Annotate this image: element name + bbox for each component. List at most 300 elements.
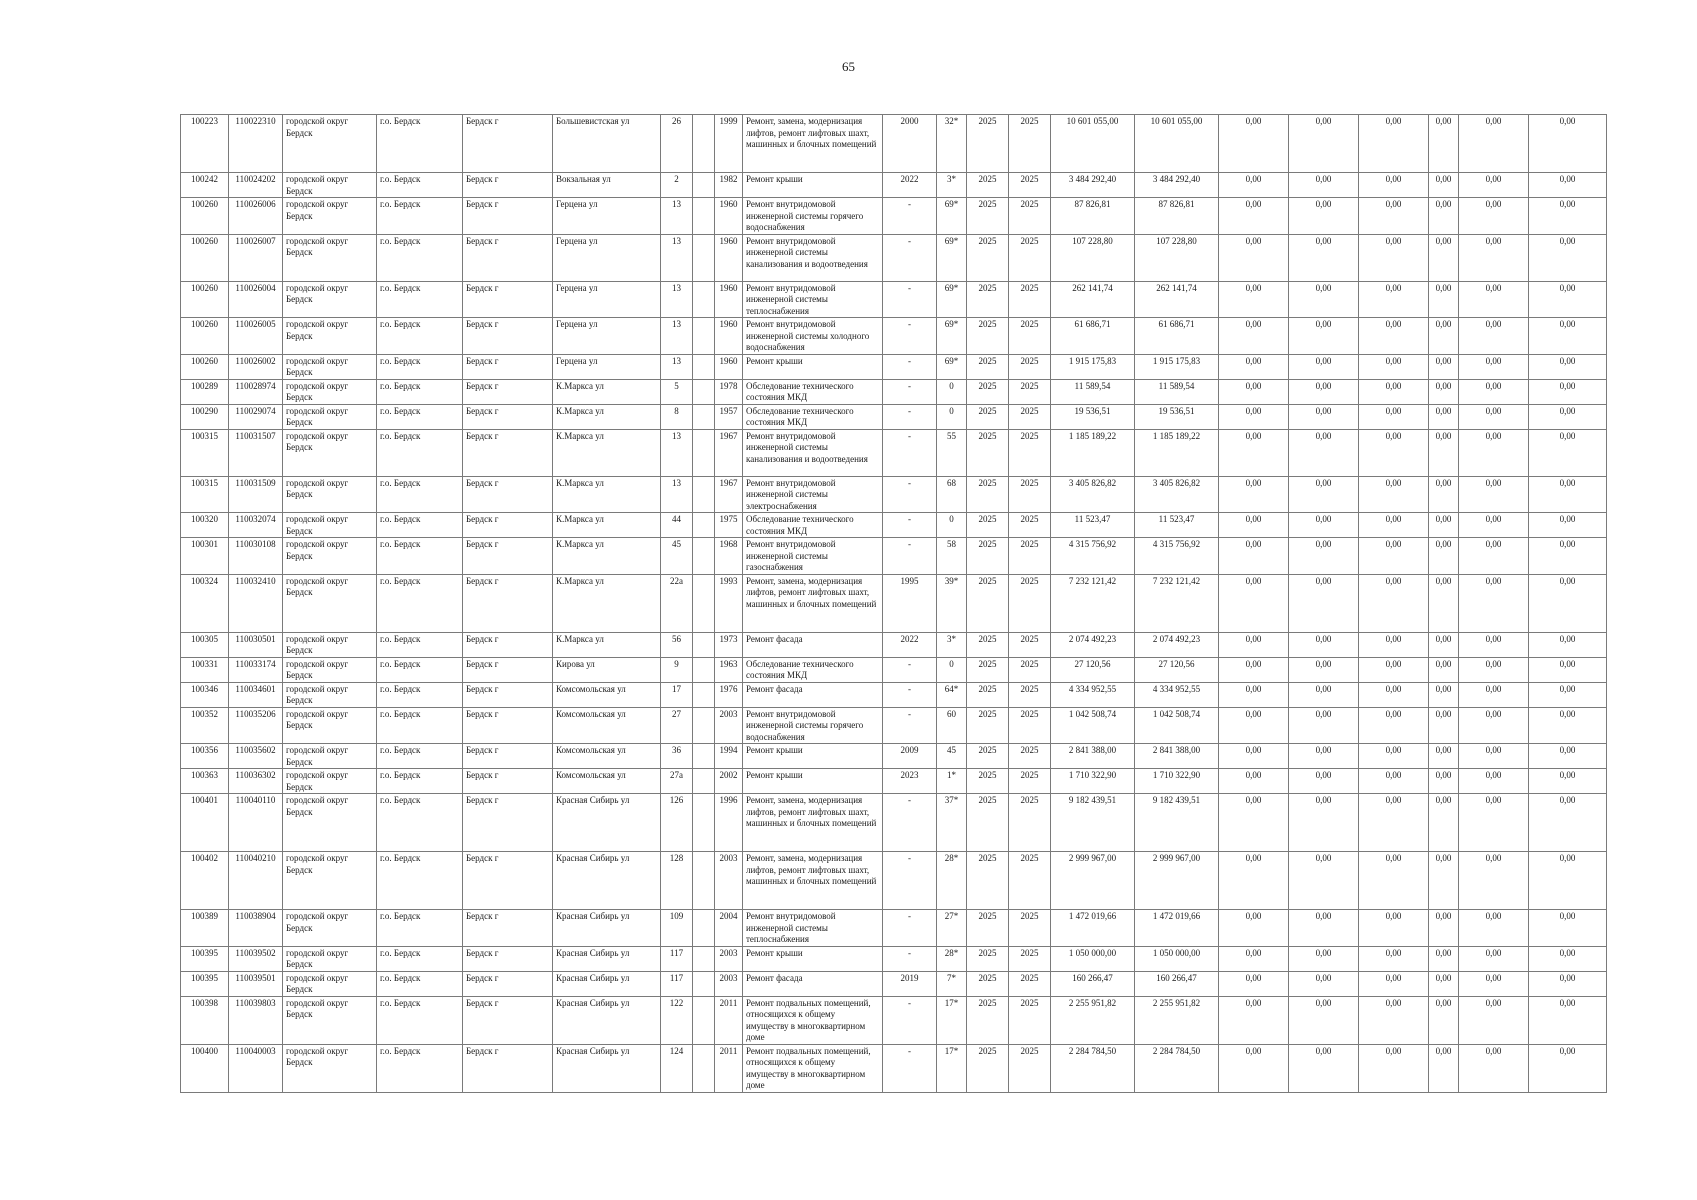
row-house: 109	[661, 910, 693, 947]
row-plan-start: 2025	[967, 910, 1009, 947]
row-wear: 69*	[937, 354, 967, 379]
row-work-type: Ремонт подвальных помещений, относящихся к общему имуществу в многоквартирном доме	[743, 1044, 883, 1092]
row-wear: 0	[937, 513, 967, 538]
row-wear: 39*	[937, 574, 967, 632]
row-amount-5: 0,00	[1459, 173, 1529, 198]
row-wear: 3*	[937, 173, 967, 198]
row-house: 124	[661, 1044, 693, 1092]
row-empty	[693, 682, 715, 707]
row-last-repair: -	[883, 404, 937, 429]
row-house: 128	[661, 852, 693, 910]
row-code: 110030501	[229, 632, 283, 657]
row-plan-start: 2025	[967, 707, 1009, 744]
row-amount-2: 0,00	[1289, 632, 1359, 657]
table-row	[181, 354, 1607, 379]
row-amount-2: 0,00	[1289, 513, 1359, 538]
row-amount-1: 0,00	[1219, 379, 1289, 404]
row-work-type: Ремонт внутридомовой инженерной системы канализования и водоотведения	[743, 429, 883, 476]
row-amount-2: 0,00	[1289, 794, 1359, 852]
row-amount-4: 0,00	[1429, 707, 1459, 744]
row-fund-cost: 10 601 055,00	[1135, 115, 1219, 173]
row-district: г.о. Бердск	[377, 632, 463, 657]
row-amount-2: 0,00	[1289, 404, 1359, 429]
table-row	[181, 318, 1607, 355]
row-empty	[693, 769, 715, 794]
row-amount-5: 0,00	[1459, 318, 1529, 355]
row-year-built: 1963	[715, 657, 743, 682]
table-row	[181, 910, 1607, 947]
row-wear: 55	[937, 429, 967, 476]
row-amount-2: 0,00	[1289, 707, 1359, 744]
row-amount-6: 0,00	[1529, 115, 1607, 173]
row-id: 100395	[181, 946, 229, 971]
row-amount-6: 0,00	[1529, 404, 1607, 429]
row-street: Вокзальная ул	[553, 173, 661, 198]
row-municipality: городской округ Бердск	[283, 910, 377, 947]
row-amount-6: 0,00	[1529, 538, 1607, 575]
row-amount-6: 0,00	[1529, 971, 1607, 996]
row-amount-6: 0,00	[1529, 379, 1607, 404]
row-code: 110029074	[229, 404, 283, 429]
row-wear: 37*	[937, 794, 967, 852]
row-empty	[693, 404, 715, 429]
row-amount-6: 0,00	[1529, 946, 1607, 971]
row-house: 122	[661, 996, 693, 1044]
row-municipality: городской округ Бердск	[283, 513, 377, 538]
row-amount-4: 0,00	[1429, 852, 1459, 910]
row-fund-cost: 3 484 292,40	[1135, 173, 1219, 198]
row-wear: 69*	[937, 318, 967, 355]
row-id: 100331	[181, 657, 229, 682]
row-fund-cost: 1 050 000,00	[1135, 946, 1219, 971]
row-work-type: Ремонт, замена, модернизация лифтов, ремонт лифтовых шахт, машинных и блочных помещений	[743, 852, 883, 910]
row-municipality: городской округ Бердск	[283, 476, 377, 513]
table-row	[181, 281, 1607, 318]
row-plan-start: 2025	[967, 404, 1009, 429]
row-plan-end: 2025	[1009, 946, 1051, 971]
row-plan-start: 2025	[967, 946, 1009, 971]
row-plan-end: 2025	[1009, 234, 1051, 281]
row-plan-start: 2025	[967, 476, 1009, 513]
row-year-built: 2002	[715, 769, 743, 794]
row-code: 110030108	[229, 538, 283, 575]
row-locality: Бердск г	[463, 744, 553, 769]
row-municipality: городской округ Бердск	[283, 657, 377, 682]
row-street: Герцена ул	[553, 354, 661, 379]
row-empty	[693, 513, 715, 538]
row-amount-5: 0,00	[1459, 234, 1529, 281]
row-total-cost: 1 915 175,83	[1051, 354, 1135, 379]
row-total-cost: 2 841 388,00	[1051, 744, 1135, 769]
row-locality: Бердск г	[463, 476, 553, 513]
row-locality: Бердск г	[463, 707, 553, 744]
row-municipality: городской округ Бердск	[283, 1044, 377, 1092]
row-work-type: Ремонт внутридомовой инженерной системы теплоснабжения	[743, 910, 883, 947]
row-code: 110028974	[229, 379, 283, 404]
table-row	[181, 173, 1607, 198]
row-amount-5: 0,00	[1459, 281, 1529, 318]
row-year-built: 1960	[715, 281, 743, 318]
table-row	[181, 794, 1607, 852]
row-work-type: Обследование технического состояния МКД	[743, 513, 883, 538]
row-plan-end: 2025	[1009, 574, 1051, 632]
row-plan-start: 2025	[967, 198, 1009, 235]
row-street: Красная Сибирь ул	[553, 946, 661, 971]
row-amount-3: 0,00	[1359, 852, 1429, 910]
row-amount-2: 0,00	[1289, 996, 1359, 1044]
row-amount-5: 0,00	[1459, 404, 1529, 429]
page-number: 65	[842, 59, 855, 74]
row-code: 110031507	[229, 429, 283, 476]
row-locality: Бердск г	[463, 794, 553, 852]
row-amount-4: 0,00	[1429, 744, 1459, 769]
row-amount-5: 0,00	[1459, 852, 1529, 910]
row-district: г.о. Бердск	[377, 657, 463, 682]
row-amount-5: 0,00	[1459, 946, 1529, 971]
row-year-built: 2003	[715, 946, 743, 971]
row-district: г.о. Бердск	[377, 794, 463, 852]
row-plan-end: 2025	[1009, 513, 1051, 538]
row-last-repair: 2019	[883, 971, 937, 996]
row-municipality: городской округ Бердск	[283, 682, 377, 707]
row-amount-2: 0,00	[1289, 429, 1359, 476]
row-last-repair: -	[883, 234, 937, 281]
row-fund-cost: 4 315 756,92	[1135, 538, 1219, 575]
row-work-type: Ремонт крыши	[743, 354, 883, 379]
row-house: 13	[661, 476, 693, 513]
row-fund-cost: 3 405 826,82	[1135, 476, 1219, 513]
row-year-built: 1960	[715, 198, 743, 235]
row-empty	[693, 354, 715, 379]
row-empty	[693, 852, 715, 910]
row-last-repair: -	[883, 476, 937, 513]
row-total-cost: 4 315 756,92	[1051, 538, 1135, 575]
row-district: г.о. Бердск	[377, 707, 463, 744]
row-last-repair: -	[883, 538, 937, 575]
row-id: 100260	[181, 354, 229, 379]
row-locality: Бердск г	[463, 852, 553, 910]
row-amount-4: 0,00	[1429, 281, 1459, 318]
row-wear: 17*	[937, 996, 967, 1044]
row-street: К.Маркса ул	[553, 513, 661, 538]
row-locality: Бердск г	[463, 281, 553, 318]
row-plan-start: 2025	[967, 234, 1009, 281]
row-work-type: Ремонт фасада	[743, 971, 883, 996]
row-house: 2	[661, 173, 693, 198]
row-amount-2: 0,00	[1289, 657, 1359, 682]
row-amount-5: 0,00	[1459, 632, 1529, 657]
row-code: 110022310	[229, 115, 283, 173]
row-plan-start: 2025	[967, 281, 1009, 318]
row-amount-2: 0,00	[1289, 946, 1359, 971]
row-amount-1: 0,00	[1219, 794, 1289, 852]
row-amount-3: 0,00	[1359, 657, 1429, 682]
row-amount-4: 0,00	[1429, 946, 1459, 971]
row-house: 117	[661, 946, 693, 971]
row-total-cost: 1 185 189,22	[1051, 429, 1135, 476]
row-amount-3: 0,00	[1359, 115, 1429, 173]
row-amount-2: 0,00	[1289, 574, 1359, 632]
row-last-repair: -	[883, 513, 937, 538]
row-locality: Бердск г	[463, 946, 553, 971]
row-amount-3: 0,00	[1359, 404, 1429, 429]
row-house: 27а	[661, 769, 693, 794]
row-locality: Бердск г	[463, 429, 553, 476]
row-amount-1: 0,00	[1219, 657, 1289, 682]
row-municipality: городской округ Бердск	[283, 234, 377, 281]
row-amount-1: 0,00	[1219, 538, 1289, 575]
row-locality: Бердск г	[463, 513, 553, 538]
row-wear: 28*	[937, 946, 967, 971]
row-plan-end: 2025	[1009, 379, 1051, 404]
row-district: г.о. Бердск	[377, 971, 463, 996]
row-amount-1: 0,00	[1219, 632, 1289, 657]
row-amount-5: 0,00	[1459, 794, 1529, 852]
row-district: г.о. Бердск	[377, 769, 463, 794]
row-id: 100260	[181, 198, 229, 235]
row-amount-1: 0,00	[1219, 173, 1289, 198]
row-street: Комсомольская ул	[553, 744, 661, 769]
row-plan-end: 2025	[1009, 354, 1051, 379]
row-house: 13	[661, 198, 693, 235]
row-district: г.о. Бердск	[377, 429, 463, 476]
row-district: г.о. Бердск	[377, 198, 463, 235]
row-amount-1: 0,00	[1219, 769, 1289, 794]
row-year-built: 1996	[715, 794, 743, 852]
row-amount-2: 0,00	[1289, 538, 1359, 575]
table-row	[181, 852, 1607, 910]
table-row	[181, 198, 1607, 235]
row-empty	[693, 429, 715, 476]
row-last-repair: -	[883, 794, 937, 852]
row-total-cost: 1 710 322,90	[1051, 769, 1135, 794]
row-district: г.о. Бердск	[377, 318, 463, 355]
row-amount-4: 0,00	[1429, 379, 1459, 404]
row-amount-5: 0,00	[1459, 971, 1529, 996]
row-fund-cost: 107 228,80	[1135, 234, 1219, 281]
row-last-repair: -	[883, 946, 937, 971]
row-amount-6: 0,00	[1529, 794, 1607, 852]
table-row	[181, 707, 1607, 744]
row-amount-3: 0,00	[1359, 513, 1429, 538]
table-row	[181, 632, 1607, 657]
row-amount-2: 0,00	[1289, 198, 1359, 235]
row-amount-2: 0,00	[1289, 115, 1359, 173]
row-municipality: городской округ Бердск	[283, 574, 377, 632]
row-amount-1: 0,00	[1219, 281, 1289, 318]
row-locality: Бердск г	[463, 682, 553, 707]
table-body	[181, 115, 1607, 1093]
row-amount-4: 0,00	[1429, 1044, 1459, 1092]
row-total-cost: 4 334 952,55	[1051, 682, 1135, 707]
row-amount-6: 0,00	[1529, 198, 1607, 235]
row-code: 110038904	[229, 910, 283, 947]
row-plan-end: 2025	[1009, 429, 1051, 476]
row-work-type: Ремонт внутридомовой инженерной системы теплоснабжения	[743, 281, 883, 318]
row-work-type: Ремонт внутридомовой инженерной системы газоснабжения	[743, 538, 883, 575]
table-row	[181, 657, 1607, 682]
row-year-built: 2003	[715, 971, 743, 996]
row-amount-2: 0,00	[1289, 234, 1359, 281]
row-fund-cost: 1 185 189,22	[1135, 429, 1219, 476]
row-fund-cost: 2 999 967,00	[1135, 852, 1219, 910]
row-amount-1: 0,00	[1219, 429, 1289, 476]
row-last-repair: -	[883, 910, 937, 947]
row-plan-end: 2025	[1009, 318, 1051, 355]
row-amount-4: 0,00	[1429, 632, 1459, 657]
row-empty	[693, 946, 715, 971]
row-code: 110024202	[229, 173, 283, 198]
row-street: Большевистская ул	[553, 115, 661, 173]
row-plan-start: 2025	[967, 173, 1009, 198]
row-year-built: 1967	[715, 429, 743, 476]
row-district: г.о. Бердск	[377, 744, 463, 769]
row-total-cost: 2 074 492,23	[1051, 632, 1135, 657]
row-empty	[693, 476, 715, 513]
row-municipality: городской округ Бердск	[283, 946, 377, 971]
row-plan-end: 2025	[1009, 769, 1051, 794]
row-amount-2: 0,00	[1289, 476, 1359, 513]
row-wear: 60	[937, 707, 967, 744]
row-wear: 69*	[937, 198, 967, 235]
row-id: 100315	[181, 476, 229, 513]
row-plan-start: 2025	[967, 971, 1009, 996]
row-house: 36	[661, 744, 693, 769]
row-amount-2: 0,00	[1289, 744, 1359, 769]
row-amount-3: 0,00	[1359, 744, 1429, 769]
row-amount-3: 0,00	[1359, 682, 1429, 707]
row-empty	[693, 281, 715, 318]
row-empty	[693, 971, 715, 996]
table-row	[181, 476, 1607, 513]
row-last-repair: 2000	[883, 115, 937, 173]
row-plan-start: 2025	[967, 682, 1009, 707]
row-id: 100402	[181, 852, 229, 910]
row-id: 100320	[181, 513, 229, 538]
row-id: 100260	[181, 318, 229, 355]
row-street: К.Маркса ул	[553, 476, 661, 513]
row-last-repair: -	[883, 379, 937, 404]
row-wear: 68	[937, 476, 967, 513]
row-code: 110032410	[229, 574, 283, 632]
row-amount-4: 0,00	[1429, 996, 1459, 1044]
row-code: 110031509	[229, 476, 283, 513]
row-last-repair: 2022	[883, 173, 937, 198]
row-code: 110039803	[229, 996, 283, 1044]
row-amount-4: 0,00	[1429, 354, 1459, 379]
row-amount-2: 0,00	[1289, 682, 1359, 707]
row-amount-4: 0,00	[1429, 538, 1459, 575]
capital-repair-table	[180, 114, 1607, 1093]
row-fund-cost: 9 182 439,51	[1135, 794, 1219, 852]
row-amount-3: 0,00	[1359, 946, 1429, 971]
row-amount-5: 0,00	[1459, 574, 1529, 632]
row-amount-1: 0,00	[1219, 946, 1289, 971]
row-last-repair: -	[883, 354, 937, 379]
table-row	[181, 769, 1607, 794]
row-year-built: 1994	[715, 744, 743, 769]
row-work-type: Ремонт фасада	[743, 632, 883, 657]
row-amount-4: 0,00	[1429, 769, 1459, 794]
row-wear: 64*	[937, 682, 967, 707]
row-plan-start: 2025	[967, 996, 1009, 1044]
row-street: К.Маркса ул	[553, 538, 661, 575]
row-empty	[693, 379, 715, 404]
row-municipality: городской округ Бердск	[283, 198, 377, 235]
row-plan-end: 2025	[1009, 707, 1051, 744]
row-plan-end: 2025	[1009, 657, 1051, 682]
row-year-built: 1960	[715, 234, 743, 281]
row-total-cost: 3 484 292,40	[1051, 173, 1135, 198]
row-total-cost: 107 228,80	[1051, 234, 1135, 281]
row-work-type: Ремонт внутридомовой инженерной системы канализования и водоотведения	[743, 234, 883, 281]
row-amount-6: 0,00	[1529, 657, 1607, 682]
row-code: 110033174	[229, 657, 283, 682]
row-last-repair: -	[883, 657, 937, 682]
row-amount-3: 0,00	[1359, 429, 1429, 476]
row-amount-5: 0,00	[1459, 910, 1529, 947]
row-id: 100401	[181, 794, 229, 852]
row-amount-1: 0,00	[1219, 910, 1289, 947]
row-last-repair: 2023	[883, 769, 937, 794]
row-house: 13	[661, 318, 693, 355]
row-work-type: Ремонт внутридомовой инженерной системы горячего водоснабжения	[743, 198, 883, 235]
row-plan-end: 2025	[1009, 744, 1051, 769]
row-house: 13	[661, 429, 693, 476]
row-amount-1: 0,00	[1219, 354, 1289, 379]
row-amount-4: 0,00	[1429, 404, 1459, 429]
row-amount-3: 0,00	[1359, 318, 1429, 355]
row-street: К.Маркса ул	[553, 404, 661, 429]
row-municipality: городской округ Бердск	[283, 852, 377, 910]
row-amount-1: 0,00	[1219, 1044, 1289, 1092]
row-municipality: городской округ Бердск	[283, 115, 377, 173]
row-amount-5: 0,00	[1459, 707, 1529, 744]
row-locality: Бердск г	[463, 198, 553, 235]
row-empty	[693, 234, 715, 281]
row-work-type: Обследование технического состояния МКД	[743, 657, 883, 682]
row-id: 100290	[181, 404, 229, 429]
row-empty	[693, 574, 715, 632]
row-fund-cost: 11 589,54	[1135, 379, 1219, 404]
row-plan-start: 2025	[967, 852, 1009, 910]
row-amount-4: 0,00	[1429, 794, 1459, 852]
row-street: Герцена ул	[553, 318, 661, 355]
row-id: 100389	[181, 910, 229, 947]
row-year-built: 1999	[715, 115, 743, 173]
row-district: г.о. Бердск	[377, 946, 463, 971]
row-total-cost: 7 232 121,42	[1051, 574, 1135, 632]
row-amount-1: 0,00	[1219, 971, 1289, 996]
row-locality: Бердск г	[463, 173, 553, 198]
row-amount-3: 0,00	[1359, 281, 1429, 318]
row-house: 5	[661, 379, 693, 404]
row-amount-4: 0,00	[1429, 198, 1459, 235]
row-amount-4: 0,00	[1429, 574, 1459, 632]
row-amount-2: 0,00	[1289, 852, 1359, 910]
table-row	[181, 1044, 1607, 1092]
row-amount-2: 0,00	[1289, 379, 1359, 404]
row-amount-1: 0,00	[1219, 234, 1289, 281]
row-total-cost: 262 141,74	[1051, 281, 1135, 318]
row-amount-3: 0,00	[1359, 632, 1429, 657]
table-row	[181, 513, 1607, 538]
row-amount-5: 0,00	[1459, 354, 1529, 379]
row-locality: Бердск г	[463, 379, 553, 404]
row-id: 100301	[181, 538, 229, 575]
row-fund-cost: 61 686,71	[1135, 318, 1219, 355]
row-amount-5: 0,00	[1459, 682, 1529, 707]
